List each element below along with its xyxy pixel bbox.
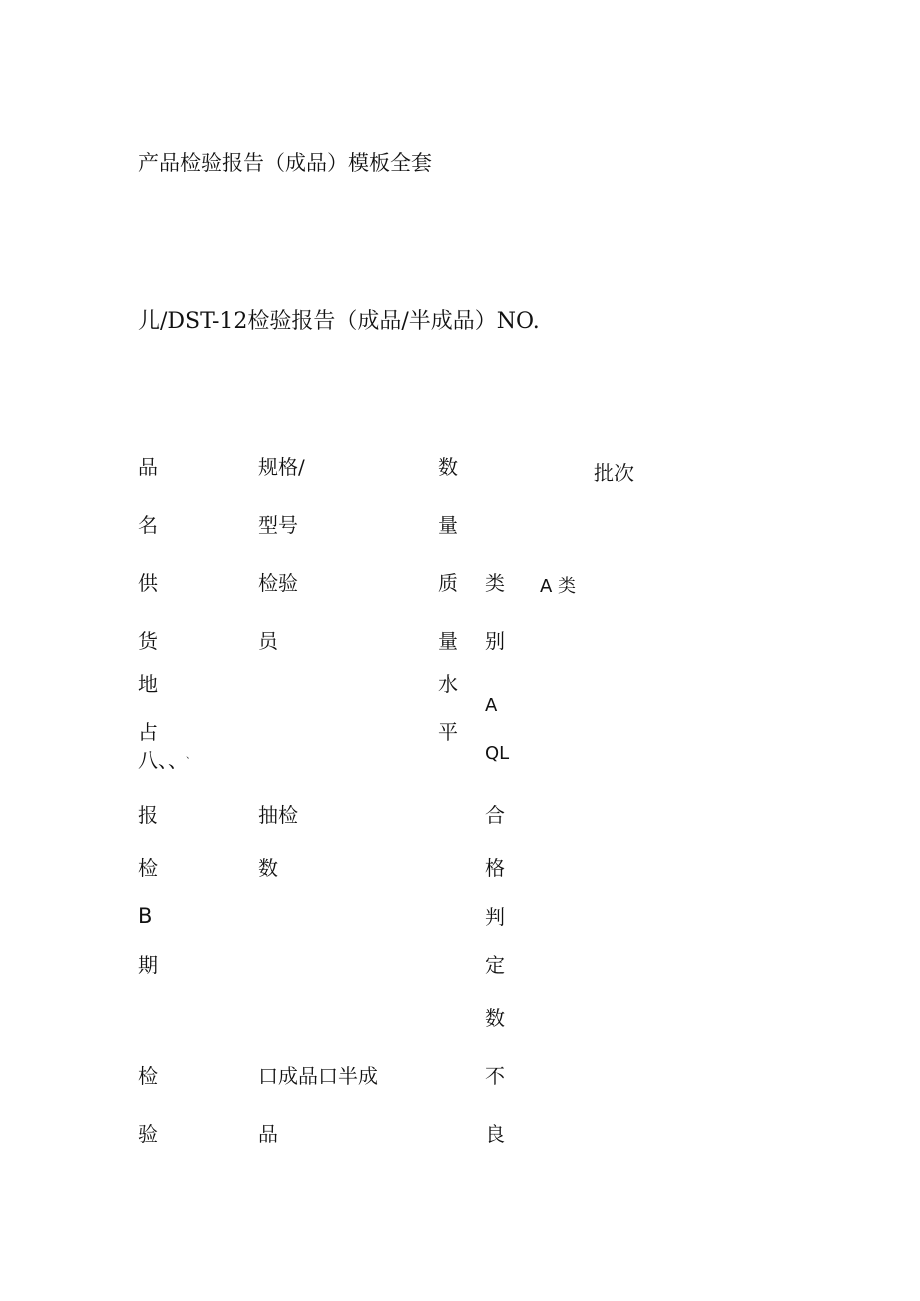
label-char: 报: [138, 803, 158, 827]
label-char: 检: [138, 1064, 158, 1088]
label-char: 质: [438, 571, 458, 595]
label-char: QL: [485, 743, 510, 764]
label-char: 占: [138, 720, 158, 744]
label-char: 名: [138, 513, 158, 537]
batch-label: 批次: [594, 461, 634, 485]
label-char: B: [138, 904, 153, 928]
label-char: 良: [485, 1122, 505, 1146]
label-char: 类: [485, 571, 505, 595]
label-text: 品: [258, 1122, 278, 1146]
label-char: 不: [485, 1064, 505, 1088]
document-title: 产品检验报告（成品）模板全套: [138, 151, 432, 175]
type-checkbox-options[interactable]: 口成品口半成: [258, 1064, 378, 1088]
label-text: 规格/: [258, 455, 305, 479]
label-char: 八、、: [138, 748, 188, 772]
label-char: 水: [438, 672, 458, 696]
label-text: 型号: [258, 513, 298, 537]
label-char: 平: [438, 720, 458, 744]
label-char: 量: [438, 629, 458, 653]
label-char: 量: [438, 513, 458, 537]
label-char: 别: [485, 629, 505, 653]
label-char: 判: [485, 905, 505, 929]
label-text: 抽检: [258, 803, 298, 827]
label-char: 数: [438, 455, 458, 479]
label-char: 格: [485, 856, 505, 880]
label-char: 地: [138, 672, 158, 696]
report-heading: 儿/DST-12检验报告（成品/半成品）NO.: [138, 309, 540, 334]
label-char: 数: [485, 1006, 505, 1030]
label-char: 、: [186, 751, 196, 761]
label-char: 货: [138, 629, 158, 653]
label-char: 品: [138, 455, 158, 479]
label-char: 期: [138, 953, 158, 977]
label-char: 定: [485, 953, 505, 977]
label-text: 员: [258, 629, 278, 653]
label-text: 数: [258, 856, 278, 880]
label-char: 检: [138, 856, 158, 880]
label-char: A: [485, 695, 498, 716]
label-char: 供: [138, 571, 158, 595]
label-char: 验: [138, 1122, 158, 1146]
label-text: 检验: [258, 571, 298, 595]
label-char: 合: [485, 803, 505, 827]
category-value: A 类: [540, 576, 577, 597]
